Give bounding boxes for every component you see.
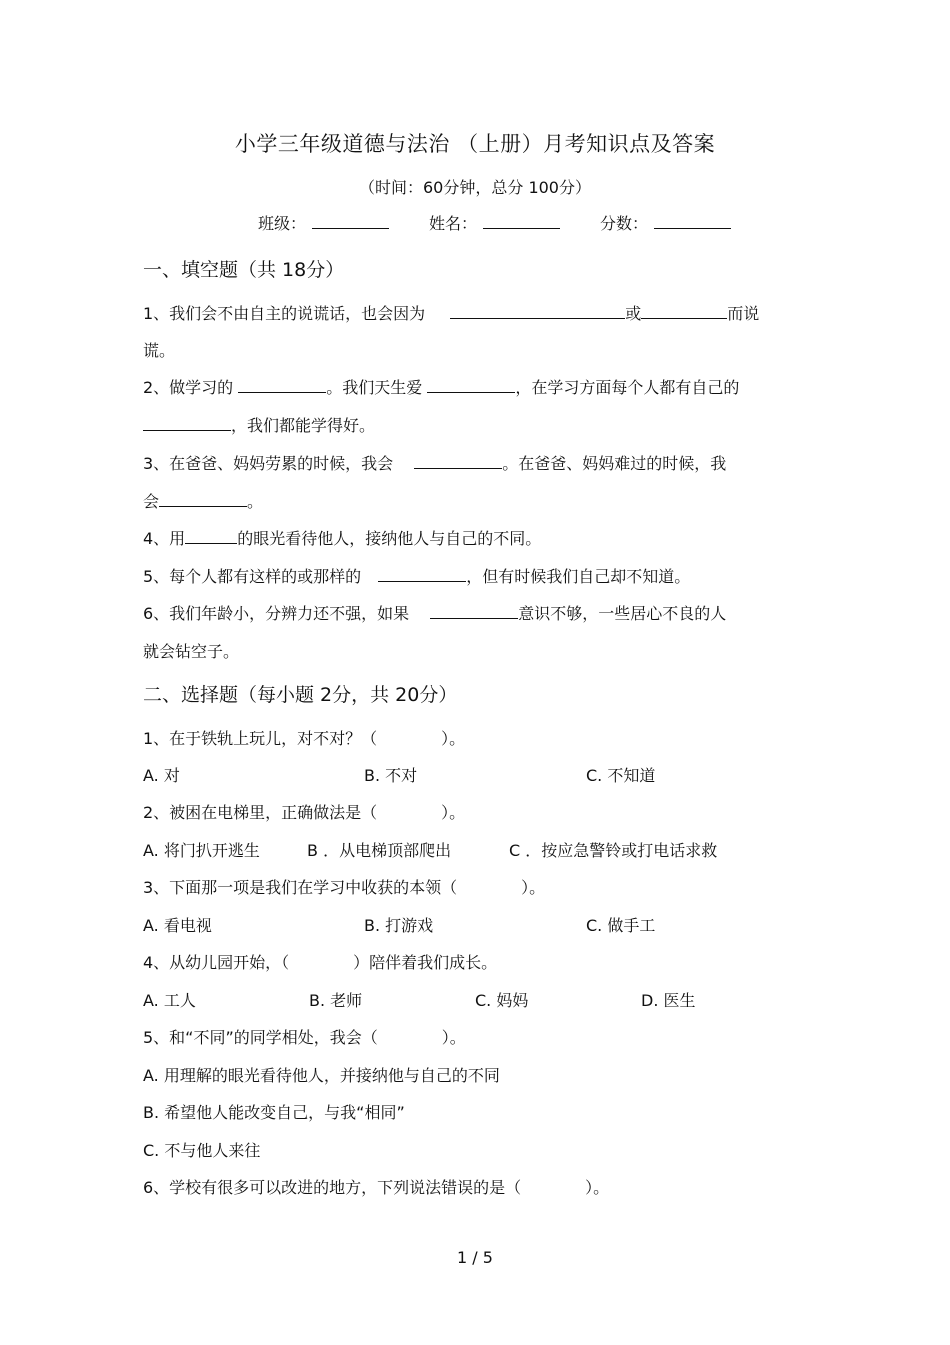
choice-question-3-option-b: B. 打游戏 (364, 916, 434, 935)
question-text: 。我们天生爱 (326, 378, 423, 397)
choice-question-1-option-c: C. 不知道 (586, 766, 656, 785)
choice-question-1-option-a: A. 对 (143, 766, 180, 785)
score-blank (654, 212, 731, 229)
question-text: 1、我们会不由自主的说谎话，也会因为 (143, 304, 426, 323)
choice-question-4-option-b: B. 老师 (309, 991, 363, 1010)
fill-question-5 (143, 564, 690, 587)
section-heading-fill: 一、填空题（共 18分） (143, 259, 345, 281)
choice-question-2-stem: 2、被困在电梯里，正确做法是（ ）。 (143, 803, 466, 822)
question-text: 4、用 (143, 529, 186, 548)
section-heading-choice: 二、选择题（每小题 2分，共 20分） (143, 684, 458, 706)
question-text: 而说 (727, 304, 760, 323)
fill-question-6-line2: 就会钻空子。 (143, 642, 240, 661)
exam-meta: （时间：60分钟，总分 100分） (359, 178, 591, 197)
page-title: 小学三年级道德与法治 （上册）月考知识点及答案 (234, 132, 716, 156)
question-text: 。 (247, 492, 264, 511)
choice-question-6-stem: 6、学校有很多可以改进的地方，下列说法错误的是（ ）。 (143, 1178, 610, 1197)
page-number: 1 / 5 (457, 1248, 493, 1267)
fill-question-2-line2 (143, 413, 375, 436)
class-label: 班级： (258, 214, 307, 233)
student-info-row (258, 211, 731, 234)
fill-question-1-line2: 谎。 (143, 341, 176, 360)
answer-blank (185, 528, 237, 544)
question-text: 或 (625, 304, 642, 323)
fill-question-6-line1 (143, 601, 726, 624)
choice-question-1-option-b: B. 不对 (364, 766, 418, 785)
choice-question-3-stem: 3、下面那一项是我们在学习中收获的本领（ ）。 (143, 878, 546, 897)
choice-question-3-option-c: C. 做手工 (586, 916, 656, 935)
choice-question-4-stem: 4、从幼儿园开始，（ ）陪伴着我们成长。 (143, 953, 498, 972)
answer-blank (159, 491, 247, 507)
fill-question-3-line2 (143, 489, 263, 512)
question-text: 。在爸爸、妈妈难过的时候，我 (502, 454, 727, 473)
fill-question-4 (143, 526, 541, 549)
choice-question-5-option-c: C. 不与他人来往 (143, 1141, 261, 1160)
score-label: 分数： (600, 214, 649, 233)
answer-blank (143, 415, 231, 431)
answer-blank (238, 377, 326, 393)
choice-question-4-option-c: C. 妈妈 (475, 991, 529, 1010)
choice-question-2-option-b: B ．从电梯顶部爬出 (307, 841, 452, 860)
choice-question-5-option-b: B. 希望他人能改变自己，与我“相同” (143, 1103, 405, 1122)
name-blank (483, 212, 560, 229)
name-label: 姓名： (429, 214, 478, 233)
question-text: ，但有时候我们自己却不知道。 (466, 567, 691, 586)
answer-blank (450, 303, 625, 319)
answer-blank (427, 377, 515, 393)
choice-question-5-stem: 5、和“不同”的同学相处，我会（ ）。 (143, 1028, 466, 1047)
choice-question-5-option-a: A. 用理解的眼光看待他人，并接纳他与自己的不同 (143, 1066, 500, 1085)
class-blank (312, 212, 389, 229)
question-text: 5、每个人都有这样的或那样的 (143, 567, 362, 586)
choice-question-3-option-a: A. 看电视 (143, 916, 212, 935)
fill-question-3-line1 (143, 451, 726, 474)
question-text: 3、在爸爸、妈妈劳累的时候，我会 (143, 454, 394, 473)
choice-question-1-stem: 1、在于铁轨上玩儿，对不对？（ ）。 (143, 729, 466, 748)
choice-question-2-option-c: C ．按应急警铃或打电话求救 (509, 841, 718, 860)
question-text: 的眼光看待他人，接纳他人与自己的不同。 (237, 529, 542, 548)
answer-blank (430, 603, 518, 619)
choice-question-2-option-a: A. 将门扒开逃生 (143, 841, 260, 860)
fill-question-2-line1 (143, 375, 739, 398)
question-text: ，我们都能学得好。 (231, 416, 376, 435)
question-text: 意识不够，一些居心不良的人 (518, 604, 727, 623)
answer-blank (378, 566, 466, 582)
question-text: 会 (143, 492, 160, 511)
question-text: 2、做学习的 (143, 378, 234, 397)
choice-question-4-option-d: D. 医生 (641, 991, 696, 1010)
answer-blank (414, 453, 502, 469)
choice-question-4-option-a: A. 工人 (143, 991, 196, 1010)
question-text: ，在学习方面每个人都有自己的 (515, 378, 740, 397)
question-text: 6、我们年龄小，分辨力还不强，如果 (143, 604, 410, 623)
fill-question-1-line1 (143, 301, 759, 324)
answer-blank (641, 303, 727, 319)
